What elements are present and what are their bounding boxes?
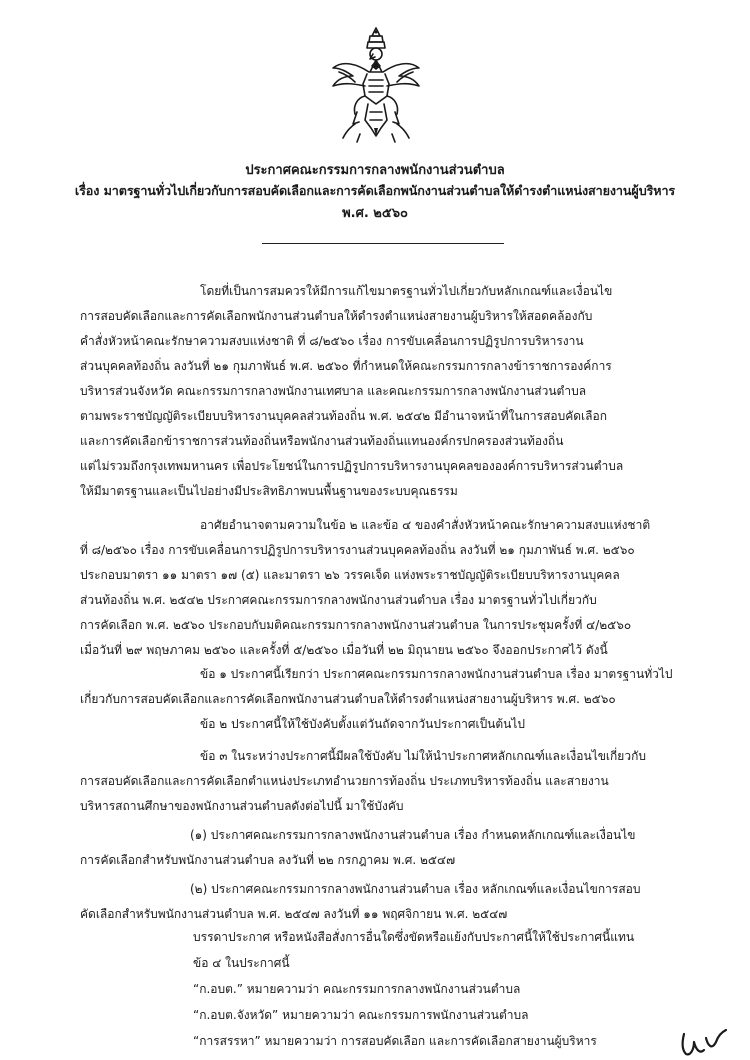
announcement-year: พ.ศ. ๒๕๖๐ — [342, 206, 408, 221]
clause-line: บริหารสถานศึกษาของพนักงานส่วนตำบลดังต่อไปนี้ มาใช้บังคับ — [80, 799, 404, 813]
paragraph-line: เมื่อวันที่ ๒๙ พฤษภาคม ๒๕๖๐ และครั้งที่ ๕/๒๕๖๐ เมื่อวันที่ ๒๒ มิถุนายน ๒๕๖๐ จึงออกประกาศไว้ ดังนี้ — [80, 643, 608, 657]
list-item-line: (๑) ประกาศคณะกรรมการกลางพนักงานส่วนตำบล เรื่อง กำหนดหลักเกณฑ์และเงื่อนไข — [190, 828, 636, 842]
paragraph-line: ที่ ๘/๒๕๖๐ เรื่อง การขับเคลื่อนการปฏิรูปการบริหารงานส่วนบุคคลท้องถิ่น ลงวันที่ ๒๑ กุมภาพันธ์ พ.ศ. ๒๕๖๐ — [80, 543, 635, 557]
list-item-line: (๒) ประกาศคณะกรรมการกลางพนักงานส่วนตำบล เรื่อง หลักเกณฑ์และเงื่อนไขการสอบ — [190, 882, 641, 896]
paragraph-line: ตามพระราชบัญญัติระเบียบบริหารงานบุคคลส่วนท้องถิ่น พ.ศ. ๒๕๔๒ มีอำนาจหน้าที่ในการสอบคัดเลือก — [80, 409, 607, 423]
repeal-line: บรรดาประกาศ หรือหนังสือสั่งการอื่นใดซึ่งขัดหรือแย้งกับประกาศนี้ให้ใช้ประกาศนี้แทน — [193, 930, 635, 944]
paragraph-line: อาศัยอำนาจตามความในข้อ ๒ และข้อ ๔ ของคำสั่งหัวหน้าคณะรักษาความสงบแห่งชาติ — [200, 518, 651, 532]
paragraph-line: แต่ไม่รวมถึงกรุงเทพมหานคร เพื่อประโยชน์ในการปฏิรูปการบริหารงานบุคคลขององค์การบริหารส่วนตำบล — [80, 459, 624, 473]
garuda-emblem-icon — [327, 24, 425, 146]
clause-line: ข้อ ๒ ประกาศนี้ให้ใช้บังคับตั้งแต่วันถัดจากวันประกาศเป็นต้นไป — [200, 717, 526, 731]
clause-line: การสอบคัดเลือกและการคัดเลือกตำแหน่งประเภทอำนวยการท้องถิ่น ประเภทบริหารท้องถิ่น และสายงาน — [80, 774, 609, 788]
paragraph-line: และการคัดเลือกข้าราชการส่วนท้องถิ่นหรือพนักงานส่วนท้องถิ่นแทนองค์กรปกครองส่วนท้องถิ่น — [80, 434, 564, 448]
paragraph-line: บริหารส่วนจังหวัด คณะกรรมการกลางพนักงานเทศบาล และคณะกรรมการกลางพนักงานส่วนตำบล — [80, 384, 587, 398]
paragraph-line: ส่วนบุคคลท้องถิ่น ลงวันที่ ๒๑ กุมภาพันธ์ พ.ศ. ๒๕๖๐ ที่กำหนดให้คณะกรรมการกลางข้าราชการองค์การ — [80, 359, 612, 373]
announcement-subject: เรื่อง มาตรฐานทั่วไปเกี่ยวกับการสอบคัดเลือกและการคัดเลือกพนักงานส่วนตำบลให้ดำรงตำแหน่งสายงานผู้บริหาร — [74, 183, 676, 198]
definition-line: “ก.อบต.จังหวัด” หมายความว่า คณะกรรมการพนักงานส่วนตำบล — [193, 1008, 529, 1022]
paragraph-line: การสอบคัดเลือกและการคัดเลือกพนักงานส่วนตำบลให้ดำรงตำแหน่งสายงานผู้บริหารให้สอดคล้องกับ — [80, 309, 593, 323]
definition-line: “การสรรหา” หมายความว่า การสอบคัดเลือก และการคัดเลือกสายงานผู้บริหาร — [193, 1034, 597, 1048]
definition-line: “ก.อบต.” หมายความว่า คณะกรรมการกลางพนักงานส่วนตำบล — [193, 982, 521, 996]
paragraph-line: ส่วนท้องถิ่น พ.ศ. ๒๕๔๒ ประกาศคณะกรรมการกลางพนักงานส่วนตำบล เรื่อง มาตรฐานทั่วไปเกี่ยวกับ — [80, 593, 597, 607]
list-item-line: คัดเลือกสำหรับพนักงานส่วนตำบล พ.ศ. ๒๕๔๗ ลงวันที่ ๑๑ พฤศจิกายน พ.ศ. ๒๕๔๗ — [80, 907, 508, 921]
clause-line: ข้อ ๑ ประกาศนี้เรียกว่า ประกาศคณะกรรมการกลางพนักงานส่วนตำบล เรื่อง มาตรฐานทั่วไป — [200, 667, 673, 681]
paragraph-line: โดยที่เป็นการสมควรให้มีการแก้ไขมาตรฐานทั่วไปเกี่ยวกับหลักเกณฑ์และเงื่อนไข — [200, 284, 613, 298]
handwritten-initial-icon — [672, 1026, 730, 1060]
title-divider — [262, 243, 504, 244]
paragraph-line: การคัดเลือก พ.ศ. ๒๕๖๐ ประกอบกับมติคณะกรรมการกลางพนักงานส่วนตำบล ในการประชุมครั้งที่ ๔/๒๕๖๐ — [80, 618, 632, 632]
clause-line: เกี่ยวกับการสอบคัดเลือกและการคัดเลือกพนักงานส่วนตำบลให้ดำรงตำแหน่งสายงานผู้บริหาร พ.ศ. ๒๕๖๐ — [80, 692, 616, 706]
paragraph-line: คำสั่งหัวหน้าคณะรักษาความสงบแห่งชาติ ที่ ๘/๒๕๖๐ เรื่อง การขับเคลื่อนการปฏิรูปการบริหารงาน — [80, 334, 584, 348]
paragraph-line: ประกอบมาตรา ๑๑ มาตรา ๑๗ (๕) และมาตรา ๒๖ วรรคเจ็ด แห่งพระราชบัญญัติระเบียบบริหารงานบุคคล — [80, 568, 620, 582]
announcement-title: ประกาศคณะกรรมการกลางพนักงานส่วนตำบล — [245, 163, 505, 178]
clause-line: ข้อ ๔ ในประกาศนี้ — [193, 956, 290, 970]
paragraph-line: ให้มีมาตรฐานและเป็นไปอย่างมีประสิทธิภาพบนพื้นฐานของระบบคุณธรรม — [80, 484, 458, 498]
list-item-line: การคัดเลือกสำหรับพนักงานส่วนตำบล ลงวันที่ ๒๒ กรกฎาคม พ.ศ. ๒๕๔๗ — [80, 853, 456, 867]
clause-line: ข้อ ๓ ในระหว่างประกาศนี้มีผลใช้บังคับ ไม่ให้นำประกาศหลักเกณฑ์และเงื่อนไขเกี่ยวกับ — [200, 749, 646, 763]
